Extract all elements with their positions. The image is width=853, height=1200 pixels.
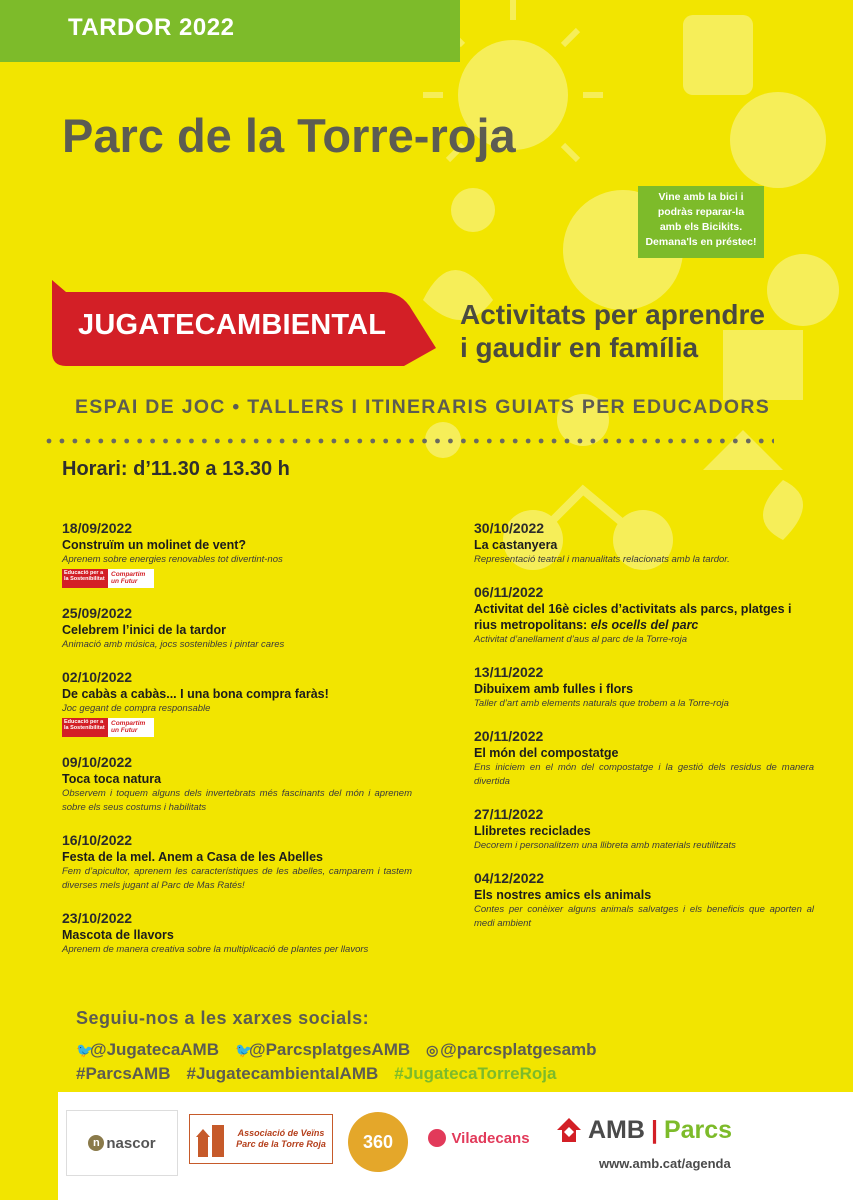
- divider-dot: [668, 439, 673, 444]
- event-description: Fem d’apicultor, aprenem les característiques de les abelles, camparem i tastem diverses mels jugant al Parc de Mas Ratés!: [62, 866, 412, 891]
- divider-dot: [655, 439, 660, 444]
- subtitle: ESPAI DE JOC • TALLERS I ITINERARIS GUIATS PER EDUCADORS: [75, 396, 771, 418]
- event-title: [474, 823, 814, 839]
- hashtag-2[interactable]: #JugatecambientalAMB: [186, 1064, 379, 1083]
- badge-right-label: Compartim un Futur: [111, 571, 146, 585]
- veins-logo: [189, 1114, 333, 1164]
- bike-note-line: amb els Bicikits.: [659, 221, 743, 233]
- twitter-icon: 🐦: [76, 1042, 94, 1058]
- brand-label: JUGATECAMBIENTAL: [78, 309, 387, 341]
- event-date: 04/12/2022: [474, 870, 545, 886]
- tower-house-icon: [194, 1119, 230, 1159]
- sustainability-badge: [62, 718, 154, 737]
- bike-note-line: podràs reparar-la: [657, 206, 745, 218]
- divider-dot: [487, 439, 492, 444]
- divider-dot: [73, 439, 78, 444]
- divider-dot: [642, 439, 647, 444]
- handle-label: @parcsplatgesamb: [440, 1040, 597, 1059]
- divider-dot: [306, 439, 311, 444]
- event-item: [474, 664, 814, 711]
- event-item: [474, 806, 814, 853]
- social-section: [76, 1008, 597, 1086]
- viladecans-logo: [423, 1118, 535, 1158]
- divider-dot: [616, 439, 621, 444]
- viladecans-mark-icon: [428, 1129, 446, 1147]
- divider-dot: [189, 439, 194, 444]
- sponsor-footer: [58, 1092, 853, 1200]
- event-date: 16/10/2022: [62, 832, 133, 848]
- divider-dot: [344, 439, 349, 444]
- tagline-line-1: Activitats per aprendre: [460, 299, 765, 330]
- page-title: Parc de la Torre-roja: [62, 109, 516, 162]
- instagram-link[interactable]: [426, 1038, 596, 1062]
- divider-dot: [150, 439, 155, 444]
- divider-dot: [707, 439, 712, 444]
- divider-dot: [137, 439, 142, 444]
- event-title-text: La castanyera: [474, 538, 558, 552]
- nascor-label: nascor: [106, 1134, 156, 1152]
- event-title: [474, 745, 814, 761]
- divider-dot: [733, 439, 738, 444]
- event-title-text: Els nostres amics els animals: [474, 888, 652, 902]
- event-title: De cabàs a cabàs... I una bona compra faràs!: [62, 687, 329, 701]
- event-description: Ens iniciem en el món del compostatge i la gestió dels residus de manera divertida: [474, 762, 814, 787]
- event-date: 06/11/2022: [474, 584, 544, 600]
- nascor-logo: [66, 1110, 178, 1176]
- divider-dot: [552, 439, 557, 444]
- agenda-url[interactable]: www.amb.cat/agenda: [599, 1156, 731, 1171]
- amb-label: AMB: [588, 1115, 645, 1144]
- divider-dot: [111, 439, 116, 444]
- amb-house-icon: [556, 1117, 582, 1143]
- event-date: 09/10/2022: [62, 754, 133, 770]
- event-date: 18/09/2022: [62, 520, 133, 536]
- divider-dot: [435, 439, 440, 444]
- social-handles-row: [76, 1038, 597, 1062]
- bike-note-line: Demana'ls en préstec!: [645, 236, 757, 248]
- event-title: Festa de la mel. Anem a Casa de les Abelles: [62, 850, 323, 864]
- event-item: [474, 870, 814, 931]
- event-date: 23/10/2022: [62, 910, 133, 926]
- divider-dot: [591, 439, 596, 444]
- divider-dot: [267, 439, 272, 444]
- edu-label: 360: [362, 1131, 394, 1152]
- handle-label: @ParcsplatgesAMB: [249, 1040, 411, 1059]
- event-description: Contes per conèixer alguns animals salvatges i els beneficis que aporten al medi ambient: [474, 904, 814, 929]
- tagline: [460, 298, 765, 364]
- divider-dot: [603, 439, 608, 444]
- divider-dot: [629, 439, 634, 444]
- event-title: Toca toca natura: [62, 772, 162, 786]
- dotted-divider: [46, 438, 774, 444]
- social-tags-row: [76, 1062, 597, 1086]
- event-item: [62, 832, 412, 893]
- divider-dot: [461, 439, 466, 444]
- events-right-column: [474, 520, 814, 948]
- hashtag-3[interactable]: #JugatecaTorreRoja: [394, 1064, 557, 1083]
- handle-label: @JugatecaAMB: [90, 1040, 219, 1059]
- event-description: Activitat d’anellament d’aus al parc de la Torre-roja: [474, 634, 687, 645]
- event-date: 27/11/2022: [474, 806, 544, 822]
- divider-dot: [448, 439, 453, 444]
- veins-label: Associació de Veïns Parc de la Torre Roja: [236, 1128, 326, 1149]
- event-title-emphasis: els ocells del parc: [590, 618, 699, 632]
- event-description: Joc gegant de compra responsable: [62, 703, 211, 714]
- event-item: [62, 910, 412, 957]
- event-item: [474, 520, 814, 567]
- event-item: [62, 669, 412, 737]
- event-title-text: Activitat del 16è cicles d’activitats als parcs, platges i rius metropolitans:: [474, 602, 792, 632]
- divider-dot: [228, 439, 233, 444]
- divider-dot: [759, 439, 764, 444]
- event-title-text: Llibretes reciclades: [474, 824, 591, 838]
- event-title: Celebrem l’inici de la tardor: [62, 623, 226, 637]
- twitter-icon: 🐦: [235, 1042, 253, 1058]
- event-title: Mascota de llavors: [62, 928, 174, 942]
- amb-parcs-logo: [556, 1110, 766, 1150]
- divider-dot: [474, 439, 479, 444]
- divider-dot: [47, 439, 52, 444]
- event-item: [62, 605, 412, 652]
- brand-banner: [52, 280, 436, 366]
- divider-dot: [319, 439, 324, 444]
- divider-dot: [85, 439, 90, 444]
- divider-dot: [202, 439, 207, 444]
- twitter-link-1[interactable]: [76, 1038, 219, 1062]
- bike-note-line: Vine amb la bici i: [658, 191, 744, 203]
- event-title: [474, 537, 814, 553]
- event-item: [474, 584, 814, 647]
- event-description: Taller d’art amb elements naturals que trobem a la Torre-roja: [474, 698, 729, 709]
- twitter-link-2[interactable]: [235, 1038, 410, 1062]
- divider-dot: [383, 439, 388, 444]
- event-date: 13/11/2022: [474, 664, 544, 680]
- divider-dot: [254, 439, 259, 444]
- divider-dot: [124, 439, 129, 444]
- event-description: Representació teatral i manualitats relacionats amb la tardor.: [474, 554, 730, 565]
- event-description: Aprenem sobre energies renovables tot divertint-nos: [62, 554, 283, 565]
- divider-dot: [746, 439, 751, 444]
- amb-separator: |: [650, 1115, 658, 1144]
- divider-dot: [422, 439, 427, 444]
- schedule-text: Horari: d’11.30 a 13.30 h: [62, 458, 290, 480]
- divider-dot: [332, 439, 337, 444]
- instagram-icon: ◎: [426, 1042, 439, 1058]
- parcs-label: Parcs: [663, 1115, 733, 1144]
- viladecans-label: Viladecans: [451, 1129, 530, 1147]
- tagline-line-2: i gaudir en família: [460, 332, 699, 363]
- badge-left-label: Educació per a la Sostenibilitat: [62, 718, 108, 737]
- divider-dot: [772, 439, 774, 444]
- season-label: TARDOR 2022: [68, 14, 235, 41]
- event-item: [474, 728, 814, 789]
- event-date: 02/10/2022: [62, 669, 133, 685]
- divider-dot: [681, 439, 686, 444]
- event-title: Construïm un molinet de vent?: [62, 538, 247, 552]
- divider-dot: [526, 439, 531, 444]
- divider-dot: [565, 439, 570, 444]
- divider-dot: [409, 439, 414, 444]
- divider-dot: [578, 439, 583, 444]
- divider-dot: [98, 439, 103, 444]
- event-description: Observem i toquem alguns dels invertebrats més fascinants del món i aprenem sobre els seus costums i habilitats: [62, 788, 412, 813]
- event-title: [474, 887, 814, 903]
- divider-dot: [500, 439, 505, 444]
- social-title: Seguiu-nos a les xarxes socials:: [76, 1008, 370, 1028]
- event-date: 20/11/2022: [474, 728, 544, 744]
- event-date: 30/10/2022: [474, 520, 545, 536]
- educacio-360-logo: [348, 1112, 408, 1172]
- event-title: [474, 601, 814, 633]
- divider-dot: [513, 439, 518, 444]
- divider-dot: [241, 439, 246, 444]
- badge-right-label: Compartim un Futur: [111, 720, 146, 734]
- event-title: [474, 681, 814, 697]
- season-banner: [0, 0, 460, 62]
- event-title-text: El món del compostatge: [474, 746, 619, 760]
- event-date: 25/09/2022: [62, 605, 133, 621]
- divider-dot: [539, 439, 544, 444]
- event-item: [62, 754, 412, 815]
- event-description: Aprenem de manera creativa sobre la multiplicació de plantes per llavors: [62, 944, 369, 955]
- bike-note-box: [638, 186, 764, 258]
- divider-dot: [357, 439, 362, 444]
- divider-dot: [215, 439, 220, 444]
- event-description: Decorem i personalitzem una llibreta amb materials reutilitzats: [474, 840, 736, 851]
- divider-dot: [163, 439, 168, 444]
- event-title-text: Dibuixem amb fulles i flors: [474, 682, 634, 696]
- divider-dot: [396, 439, 401, 444]
- divider-dot: [694, 439, 699, 444]
- sustainability-badge: [62, 569, 154, 588]
- hashtag-1[interactable]: #ParcsAMB: [76, 1064, 171, 1083]
- events-left-column: [62, 520, 412, 974]
- nascor-mark-icon: n: [88, 1135, 104, 1151]
- event-description: Animació amb música, jocs sostenibles i pintar cares: [62, 639, 285, 650]
- divider-dot: [370, 439, 375, 444]
- event-item: [62, 520, 412, 588]
- badge-left-label: Educació per a la Sostenibilitat: [62, 569, 108, 588]
- divider-dot: [293, 439, 298, 444]
- divider-dot: [720, 439, 725, 444]
- divider-dot: [60, 439, 65, 444]
- divider-dot: [176, 439, 181, 444]
- divider-dot: [280, 439, 285, 444]
